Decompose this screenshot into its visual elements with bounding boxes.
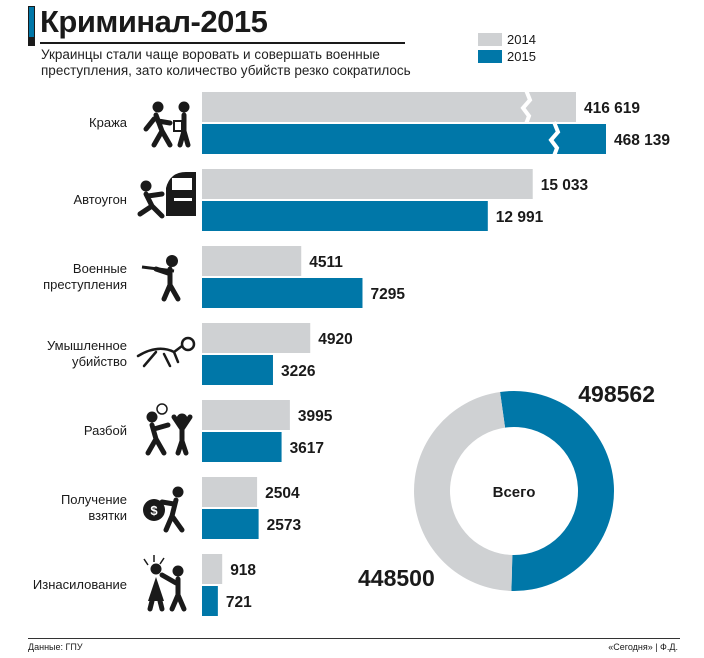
footer-credit: «Сегодня» | Ф.Д. xyxy=(608,642,678,652)
legend-label-2014: 2014 xyxy=(507,31,536,47)
value-label-2015: 7295 xyxy=(370,286,405,303)
category-label: преступления xyxy=(43,277,127,292)
footer-source: Данные: ГПУ xyxy=(28,642,83,652)
subtitle-line-1: Украинцы стали чаще воровать и совершать военные xyxy=(41,47,380,62)
chalk-outline-icon xyxy=(138,338,194,366)
assault-icon xyxy=(144,555,184,609)
robbery-icon xyxy=(147,404,191,453)
category-label: Разбой xyxy=(83,423,127,438)
value-label-2015: 12 991 xyxy=(495,209,544,226)
category-row xyxy=(89,90,670,156)
value-label-2014: 918 xyxy=(230,562,257,579)
value-label-2014: 2504 xyxy=(265,485,300,502)
bar-2014 xyxy=(202,92,576,122)
value-label-2015: 2573 xyxy=(266,517,302,534)
value-label-2015: 721 xyxy=(225,594,252,611)
category-label: взятки xyxy=(88,508,127,523)
value-label-2014: 4511 xyxy=(309,254,343,271)
category-label: Умышленное xyxy=(46,338,127,353)
value-label-2014: 4920 xyxy=(318,331,353,348)
svg-text:$: $ xyxy=(150,503,158,518)
value-label-2014: 3995 xyxy=(297,408,333,425)
category-row xyxy=(47,323,353,385)
category-row xyxy=(61,477,302,539)
bar-2015 xyxy=(202,586,218,616)
bar-2015 xyxy=(202,278,362,308)
category-label: Военные xyxy=(72,261,127,276)
category-label: Автоугон xyxy=(73,192,127,207)
value-label-2015: 3226 xyxy=(280,363,316,380)
car-thief-icon xyxy=(140,172,196,216)
bar-2014 xyxy=(202,554,222,584)
thief-icon xyxy=(146,102,190,146)
category-row xyxy=(43,246,405,308)
value-label-2015: 468 139 xyxy=(614,132,671,149)
bar-2014 xyxy=(202,477,257,507)
value-label-2014: 416 619 xyxy=(584,100,641,117)
bar-2015 xyxy=(202,124,606,154)
category-row xyxy=(84,400,333,462)
legend-label-2015: 2015 xyxy=(507,48,536,64)
donut-total-2014: 448500 xyxy=(358,565,435,591)
bar-2015 xyxy=(202,201,488,231)
bar-2014 xyxy=(202,400,290,430)
category-label: Изнасилование xyxy=(32,577,127,592)
page-title: Криминал-2015 xyxy=(40,4,268,39)
footer-divider xyxy=(28,638,680,639)
bar-2015 xyxy=(202,509,259,539)
category-label: убийство xyxy=(71,354,127,369)
subtitle-line-2: преступления, зато количество убийств резко сократилось xyxy=(41,63,411,78)
category-row xyxy=(33,554,257,616)
bar-2014 xyxy=(202,246,301,276)
bar-2014 xyxy=(202,323,310,353)
bar-2015 xyxy=(202,355,273,385)
donut-total-2015: 498562 xyxy=(578,381,655,407)
category-label: Кража xyxy=(89,115,127,130)
category-row xyxy=(73,169,588,231)
donut-center-label: Всего xyxy=(492,484,536,501)
soldier-rifle-icon xyxy=(142,255,178,299)
donut-chart xyxy=(358,381,655,591)
bribe-bag-icon xyxy=(143,487,184,531)
category-label: Получение xyxy=(60,492,127,507)
bar-2015 xyxy=(202,432,282,462)
value-label-2014: 15 033 xyxy=(540,177,589,194)
value-label-2015: 3617 xyxy=(289,440,325,457)
bar-2014 xyxy=(202,169,533,199)
